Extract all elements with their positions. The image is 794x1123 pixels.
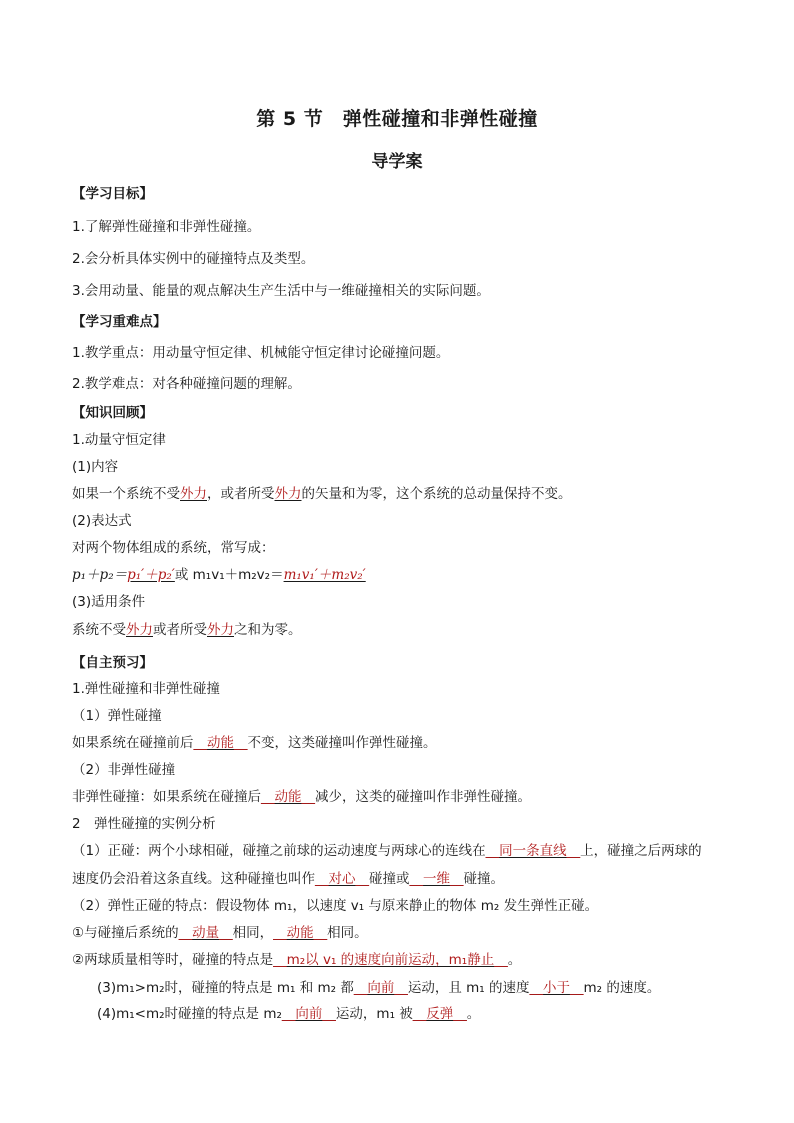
text: 碰撞。 (463, 871, 504, 887)
answer-blank: __小于__ (529, 980, 584, 996)
answer-blank: __同一条直线__ (485, 843, 581, 859)
answer-blank: 外力 (126, 622, 153, 638)
text: （1）正碰：两个小球相碰，碰撞之前球的运动速度与两球心的连线在 (72, 843, 486, 859)
text: 的矢量和为零，这个系统的总动量保持不变。 (301, 486, 572, 502)
text: 之和为零。 (234, 622, 302, 638)
text: 系统不受 (72, 622, 126, 638)
text: 速度仍会沿着这条直线。这种碰撞也叫作 (72, 871, 315, 887)
answer-blank: p₁′＋p₂′ (127, 567, 175, 583)
preview-line-8 (72, 870, 504, 888)
preview-line-5 (72, 788, 531, 806)
section-title: 第 5 节 弹性碰撞和非弹性碰撞 (256, 108, 538, 130)
review-line-1: 1.动量守恒定律 (72, 432, 166, 448)
preview-line-3 (72, 734, 437, 752)
text: 减少，这类的碰撞叫作非弹性碰撞。 (315, 789, 531, 805)
review-line-5: 对两个物体组成的系统，常写成： (72, 540, 275, 556)
text: ，或者所受 (207, 486, 275, 502)
subtitle: 导学案 (371, 152, 423, 172)
review-line-2: (1)内容 (72, 459, 119, 475)
text: 非弹性碰撞：如果系统在碰撞后 (72, 789, 261, 805)
review-line-4: (2)表达式 (72, 513, 132, 529)
text: 。 (507, 952, 522, 968)
answer-blank: __动能__ (193, 735, 248, 751)
text: 上，碰撞之后两球的 (580, 843, 702, 859)
text: m₂ 的速度。 (583, 980, 661, 996)
text: ②两球质量相等时，碰撞的特点是 (72, 952, 274, 968)
answer-blank: __m₂以 v₁ 的速度向前运动，m₁静止__ (273, 952, 508, 968)
answer-blank: __动能__ (261, 789, 315, 805)
preview-line-1: 1.弹性碰撞和非弹性碰撞 (72, 681, 220, 697)
key-point-2: 2.教学难点：对各种碰撞问题的理解。 (72, 376, 301, 392)
answer-blank: __动量__ (178, 925, 233, 941)
text: 或者所受 (153, 622, 207, 638)
text: 相同。 (327, 925, 368, 941)
review-line-3 (72, 485, 572, 503)
formula-mid: 或 m₁v₁＋m₂v₂＝ (174, 567, 284, 583)
answer-blank: m₁v₁′＋m₂v₂′ (283, 567, 366, 583)
text: 运动，m₁ 被 (335, 1006, 413, 1022)
answer-blank: __对心__ (315, 871, 369, 887)
answer-blank: __动能__ (273, 925, 328, 941)
goal-2: 2.会分析具体实例中的碰撞特点及类型。 (72, 251, 315, 267)
goal-1: 1.了解弹性碰撞和非弹性碰撞。 (72, 219, 261, 235)
goal-3: 3.会用动量、能量的观点解决生产生活中与一维碰撞相关的实际问题。 (72, 283, 490, 299)
text: 不变，这类碰撞叫作弹性碰撞。 (247, 735, 437, 751)
heading-review: 【知识回顾】 (72, 405, 153, 421)
preview-line-12 (97, 979, 660, 997)
text: 。 (466, 1006, 481, 1022)
text: 运动，且 m₁ 的速度 (407, 980, 530, 996)
answer-blank: 外力 (207, 622, 234, 638)
review-line-7: (3)适用条件 (72, 594, 146, 610)
preview-line-11 (72, 951, 521, 969)
text: (4)m₁<m₂时碰撞的特点是 m₂ (97, 1006, 282, 1022)
answer-blank: __一维__ (409, 871, 464, 887)
review-formula (72, 566, 366, 584)
key-point-1: 1.教学重点：用动量守恒定律、机械能守恒定律讨论碰撞问题。 (72, 345, 450, 361)
preview-line-7 (72, 842, 702, 860)
preview-line-10 (72, 924, 368, 942)
answer-blank: __向前__ (281, 1006, 336, 1022)
review-line-8 (72, 621, 302, 639)
text: (3)m₁>m₂时，碰撞的特点是 m₁ 和 m₂ 都 (97, 980, 354, 996)
text: 如果系统在碰撞前后 (72, 735, 194, 751)
preview-line-4: （2）非弹性碰撞 (72, 762, 176, 778)
text: 如果一个系统不受 (72, 486, 180, 502)
preview-line-9: （2）弹性正碰的特点：假设物体 m₁，以速度 v₁ 与原来静止的物体 m₂ 发生弹性正碰。 (72, 898, 599, 914)
answer-blank: __向前__ (353, 980, 408, 996)
heading-learning-goals: 【学习目标】 (72, 186, 153, 202)
answer-blank: 外力 (274, 486, 302, 502)
preview-line-6: 2 弹性碰撞的实例分析 (72, 816, 216, 832)
formula-lhs: p₁＋p₂＝ (72, 567, 128, 583)
text: 碰撞或 (369, 871, 410, 887)
answer-blank: 外力 (180, 486, 207, 502)
text: ①与碰撞后系统的 (72, 925, 179, 941)
preview-line-13 (97, 1005, 480, 1023)
text: 相同， (232, 925, 274, 941)
preview-line-2: （1）弹性碰撞 (72, 708, 162, 724)
answer-blank: __反弹__ (412, 1006, 467, 1022)
heading-preview: 【自主预习】 (72, 655, 153, 671)
heading-key-points: 【学习重难点】 (72, 314, 167, 330)
